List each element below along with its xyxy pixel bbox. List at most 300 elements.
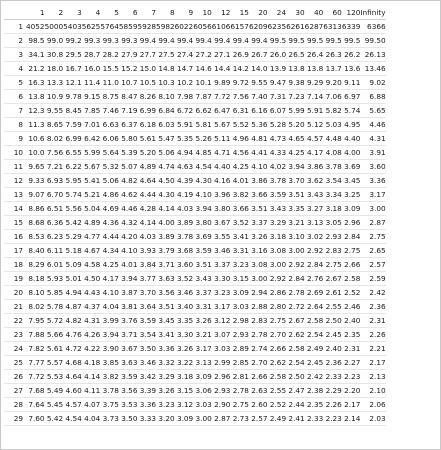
- row-label: 4: [4, 62, 26, 76]
- table-cell: 3.70: [137, 286, 156, 300]
- table-cell: 27.2: [193, 48, 212, 62]
- table-cell: 5.74: [342, 104, 361, 118]
- table-cell: 3.30: [175, 328, 194, 342]
- table-row: [4, 160, 386, 174]
- table-cell: 3.09: [230, 286, 249, 300]
- table-cell: 4.72: [63, 342, 82, 356]
- table-cell: 6.37: [119, 118, 138, 132]
- table-cell: 3.00: [360, 202, 385, 216]
- table-row: [4, 62, 386, 76]
- table-cell: 6106: [212, 20, 231, 34]
- table-cell: 5.74: [63, 188, 82, 202]
- table-cell: 2.20: [342, 384, 361, 398]
- table-cell: 5.82: [323, 104, 342, 118]
- table-cell: 2.17: [360, 356, 385, 370]
- table-cell: 4.33: [268, 146, 287, 160]
- row-label: 26: [4, 370, 26, 384]
- table-cell: 2.78: [230, 384, 249, 398]
- table-cell: 4.16: [212, 174, 231, 188]
- table-row: [4, 20, 386, 34]
- table-cell: 6.99: [137, 104, 156, 118]
- column-header: 10: [193, 6, 212, 20]
- table-cell: 3.10: [286, 230, 305, 244]
- table-cell: 2.52: [342, 286, 361, 300]
- table-cell: 26.9: [230, 48, 249, 62]
- table-row: [4, 118, 386, 132]
- table-cell: 3.00: [268, 258, 287, 272]
- table-cell: 3.51: [286, 188, 305, 202]
- table-cell: 2.92: [268, 272, 287, 286]
- row-label: 2: [4, 34, 26, 48]
- table-cell: 3.78: [100, 384, 119, 398]
- table-cell: 26.3: [323, 48, 342, 62]
- table-cell: 2.96: [342, 216, 361, 230]
- table-cell: 3.18: [175, 370, 194, 384]
- table-cell: 2.47: [286, 384, 305, 398]
- column-header: Infinity: [360, 6, 385, 20]
- table-cell: 5.03: [323, 118, 342, 132]
- table-cell: 5.65: [360, 104, 385, 118]
- table-cell: 99.5: [268, 34, 287, 48]
- table-cell: 2.94: [249, 286, 268, 300]
- table-cell: 3.09: [342, 202, 361, 216]
- table-cell: 4.02: [268, 160, 287, 174]
- table-cell: 2.40: [323, 342, 342, 356]
- table-cell: 2.75: [230, 398, 249, 412]
- table-cell: 3.59: [137, 314, 156, 328]
- table-cell: 3.89: [156, 230, 175, 244]
- table-cell: 7.56: [45, 146, 64, 160]
- table-cell: 3.69: [193, 230, 212, 244]
- column-header: 20: [249, 6, 268, 20]
- table-cell: 4.43: [82, 286, 101, 300]
- table-cell: 5.26: [193, 132, 212, 146]
- table-cell: 5.41: [82, 174, 101, 188]
- table-cell: 3.26: [193, 314, 212, 328]
- table-cell: 9.89: [212, 76, 231, 90]
- table-cell: 14.8: [156, 62, 175, 76]
- table-cell: 3.23: [230, 258, 249, 272]
- table-cell: 6235: [268, 20, 287, 34]
- table-row: [4, 188, 386, 202]
- table-cell: 4.04: [82, 412, 101, 426]
- table-cell: 4.34: [100, 244, 119, 258]
- table-cell: 4.19: [175, 188, 194, 202]
- table-cell: 3.66: [230, 202, 249, 216]
- table-cell: 4.64: [63, 370, 82, 384]
- table-cell: 3.42: [137, 370, 156, 384]
- table-cell: 3.00: [286, 244, 305, 258]
- table-cell: 4.46: [119, 202, 138, 216]
- table-cell: 5.81: [193, 118, 212, 132]
- table-cell: 3.16: [249, 244, 268, 258]
- table-cell: 3.59: [193, 244, 212, 258]
- table-cell: 3.67: [119, 342, 138, 356]
- table-cell: 2.58: [305, 314, 324, 328]
- table-cell: 4.03: [175, 202, 194, 216]
- table-cell: 4.14: [137, 216, 156, 230]
- table-cell: 4.50: [156, 174, 175, 188]
- table-cell: 3.63: [119, 356, 138, 370]
- table-cell: 2.57: [360, 258, 385, 272]
- table-cell: 99.3: [82, 34, 101, 48]
- table-cell: 3.63: [156, 272, 175, 286]
- table-cell: 6.23: [45, 230, 64, 244]
- table-cell: 3.03: [230, 300, 249, 314]
- table-cell: 2.06: [360, 398, 385, 412]
- table-cell: 3.82: [230, 188, 249, 202]
- table-cell: 5.91: [305, 104, 324, 118]
- table-cell: 4.31: [360, 132, 385, 146]
- table-cell: 3.17: [193, 342, 212, 356]
- column-header: 40: [305, 6, 324, 20]
- table-cell: 12.3: [26, 104, 45, 118]
- table-cell: 13.8: [286, 62, 305, 76]
- table-cell: 4.94: [175, 146, 194, 160]
- table-cell: 3.73: [100, 412, 119, 426]
- table-cell: 9.02: [360, 76, 385, 90]
- table-cell: 10.6: [26, 132, 45, 146]
- table-cell: 3.81: [119, 300, 138, 314]
- column-header: 15: [230, 6, 249, 20]
- table-cell: 3.91: [360, 146, 385, 160]
- table-cell: 6261: [286, 20, 305, 34]
- table-cell: 4.44: [100, 230, 119, 244]
- table-cell: 9.11: [342, 76, 361, 90]
- table-cell: 3.52: [230, 216, 249, 230]
- table-cell: 2.67: [323, 272, 342, 286]
- row-label: 12: [4, 174, 26, 188]
- table-cell: 2.92: [305, 244, 324, 258]
- table-cell: 3.94: [119, 272, 138, 286]
- table-cell: 3.71: [119, 328, 138, 342]
- table-cell: 11.3: [26, 118, 45, 132]
- table-cell: 3.45: [342, 174, 361, 188]
- table-cell: 4.04: [100, 300, 119, 314]
- table-cell: 4.54: [63, 412, 82, 426]
- table-row: [4, 48, 386, 62]
- table-cell: 16.0: [82, 62, 101, 76]
- table-cell: 10.5: [137, 76, 156, 90]
- table-cell: 27.4: [175, 48, 194, 62]
- table-cell: 5.67: [82, 160, 101, 174]
- f-distribution-table: [4, 6, 386, 426]
- table-row: [4, 314, 386, 328]
- table-cell: 3.66: [249, 188, 268, 202]
- table-cell: 26.2: [342, 48, 361, 62]
- table-cell: 2.83: [249, 314, 268, 328]
- table-cell: 3.89: [175, 216, 194, 230]
- table-cell: 5625: [82, 20, 101, 34]
- table-cell: 3.80: [212, 202, 231, 216]
- table-cell: 4.25: [100, 258, 119, 272]
- table-cell: 3.56: [119, 384, 138, 398]
- table-cell: 2.90: [212, 398, 231, 412]
- table-cell: 4.17: [305, 146, 324, 160]
- table-cell: 4.00: [342, 146, 361, 160]
- table-cell: 7.06: [323, 90, 342, 104]
- table-cell: 6.07: [268, 104, 287, 118]
- table-cell: 7.72: [212, 90, 231, 104]
- table-cell: 2.31: [360, 314, 385, 328]
- table-cell: 3.55: [212, 230, 231, 244]
- table-cell: 30.8: [45, 48, 64, 62]
- table-cell: 3.31: [230, 244, 249, 258]
- table-cell: 2.87: [212, 412, 231, 426]
- table-cell: 3.39: [137, 384, 156, 398]
- table-cell: 21.2: [26, 62, 45, 76]
- table-cell: 6.01: [45, 258, 64, 272]
- table-cell: 2.60: [249, 398, 268, 412]
- column-header: 8: [156, 6, 175, 20]
- table-cell: 16.3: [26, 76, 45, 90]
- table-cell: 3.94: [100, 328, 119, 342]
- table-cell: 5.52: [230, 118, 249, 132]
- table-cell: 2.13: [360, 370, 385, 384]
- table-cell: 2.33: [323, 370, 342, 384]
- table-row: [4, 230, 386, 244]
- table-cell: 3.62: [305, 174, 324, 188]
- table-cell: 7.21: [45, 160, 64, 174]
- table-cell: 3.09: [193, 370, 212, 384]
- table-cell: 2.84: [286, 272, 305, 286]
- table-cell: 3.12: [175, 398, 194, 412]
- table-cell: 99.5: [323, 34, 342, 48]
- table-cell: 8.47: [119, 90, 138, 104]
- table-cell: 4.10: [100, 286, 119, 300]
- table-cell: 7.82: [26, 342, 45, 356]
- table-cell: 4.17: [100, 272, 119, 286]
- row-label: 15: [4, 216, 26, 230]
- table-cell: 4.41: [249, 146, 268, 160]
- table-cell: 99.4: [175, 34, 194, 48]
- row-label: 7: [4, 104, 26, 118]
- table-cell: 3.64: [137, 300, 156, 314]
- table-cell: 4.20: [119, 230, 138, 244]
- table-cell: 7.85: [82, 104, 101, 118]
- column-header: 60: [323, 6, 342, 20]
- table-cell: 3.87: [119, 286, 138, 300]
- table-cell: 3.17: [212, 300, 231, 314]
- table-cell: 3.46: [175, 286, 194, 300]
- table-cell: 5.20: [137, 146, 156, 160]
- table-cell: 3.27: [305, 202, 324, 216]
- table-cell: 6313: [323, 20, 342, 34]
- table-cell: 3.96: [212, 188, 231, 202]
- table-cell: 7.40: [249, 90, 268, 104]
- table-cell: 4.85: [193, 146, 212, 160]
- table-cell: 3.76: [119, 314, 138, 328]
- table-cell: 2.70: [268, 328, 287, 342]
- table-cell: 13.8: [26, 90, 45, 104]
- table-cell: 2.31: [342, 342, 361, 356]
- table-cell: 6.03: [156, 118, 175, 132]
- table-cell: 2.92: [286, 258, 305, 272]
- table-cell: 3.94: [193, 202, 212, 216]
- table-cell: 2.89: [230, 342, 249, 356]
- table-cell: 2.36: [360, 300, 385, 314]
- table-cell: 3.21: [193, 328, 212, 342]
- table-cell: 2.26: [323, 398, 342, 412]
- table-cell: 2.54: [286, 356, 305, 370]
- table-cell: 7.72: [26, 370, 45, 384]
- table-cell: 2.49: [268, 412, 287, 426]
- table-cell: 10.2: [175, 76, 194, 90]
- table-cell: 7.31: [268, 90, 287, 104]
- table-cell: 2.62: [268, 356, 287, 370]
- table-cell: 16.7: [63, 62, 82, 76]
- table-cell: 99.5: [342, 34, 361, 48]
- table-cell: 7.95: [26, 314, 45, 328]
- table-cell: 10.0: [26, 146, 45, 160]
- table-cell: 3.70: [286, 174, 305, 188]
- table-cell: 2.75: [268, 314, 287, 328]
- table-cell: 99.4: [156, 34, 175, 48]
- table-cell: 4.28: [137, 202, 156, 216]
- table-cell: 2.14: [342, 412, 361, 426]
- table-cell: 3.26: [249, 230, 268, 244]
- table-cell: 4.57: [305, 132, 324, 146]
- table-row: [4, 104, 386, 118]
- column-header: 5: [100, 6, 119, 20]
- table-cell: 3.86: [249, 174, 268, 188]
- table-cell: 3.09: [175, 412, 194, 426]
- table-cell: 7.68: [26, 384, 45, 398]
- table-cell: 8.26: [137, 90, 156, 104]
- table-cell: 3.18: [323, 202, 342, 216]
- table-cell: 6339: [342, 20, 361, 34]
- table-cell: 14.2: [230, 62, 249, 76]
- table-cell: 5.93: [45, 272, 64, 286]
- row-label: 25: [4, 356, 26, 370]
- table-cell: 6.18: [137, 118, 156, 132]
- table-cell: 13.8: [305, 62, 324, 76]
- table-row: [4, 34, 386, 48]
- table-cell: 8.40: [26, 244, 45, 258]
- table-cell: 3.35: [286, 202, 305, 216]
- table-cell: 10.9: [45, 90, 64, 104]
- table-cell: 4.25: [286, 146, 305, 160]
- table-cell: 6.22: [63, 160, 82, 174]
- table-cell: 2.45: [305, 356, 324, 370]
- table-cell: 6287: [305, 20, 324, 34]
- table-cell: 2.29: [323, 384, 342, 398]
- table-cell: 3.22: [175, 356, 194, 370]
- table-cell: 3.32: [156, 356, 175, 370]
- table-cell: 4.22: [82, 342, 101, 356]
- table-cell: 4.11: [82, 384, 101, 398]
- table-row: [4, 76, 386, 90]
- column-header: 9: [175, 6, 194, 20]
- table-cell: 3.35: [175, 314, 194, 328]
- table-cell: 4.89: [137, 160, 156, 174]
- table-cell: 5.57: [45, 356, 64, 370]
- table-cell: 5.18: [63, 244, 82, 258]
- table-cell: 8.10: [156, 90, 175, 104]
- table-cell: 12.1: [63, 76, 82, 90]
- table-row: [4, 90, 386, 104]
- table-cell: 2.42: [305, 370, 324, 384]
- table-cell: 4.03: [137, 230, 156, 244]
- row-label: 22: [4, 314, 26, 328]
- table-cell: 4.32: [119, 216, 138, 230]
- column-header: 24: [268, 6, 287, 20]
- table-cell: 9.15: [82, 90, 101, 104]
- table-cell: 3.80: [193, 216, 212, 230]
- table-cell: 29.5: [63, 48, 82, 62]
- row-label: 5: [4, 76, 26, 90]
- table-cell: 4.71: [212, 146, 231, 160]
- table-cell: 99.3: [100, 34, 119, 48]
- table-cell: 3.85: [100, 356, 119, 370]
- table-cell: 99.0: [45, 34, 64, 48]
- table-cell: 2.23: [342, 370, 361, 384]
- table-cell: 6.84: [156, 104, 175, 118]
- table-row: [4, 132, 386, 146]
- table-cell: 3.46: [212, 244, 231, 258]
- table-cell: 2.75: [342, 244, 361, 258]
- table-cell: 4.89: [82, 216, 101, 230]
- table-cell: 26.13: [360, 48, 385, 62]
- table-cell: 99.4: [249, 34, 268, 48]
- table-cell: 5.29: [63, 230, 82, 244]
- row-label: 16: [4, 230, 26, 244]
- table-cell: 3.59: [119, 370, 138, 384]
- table-cell: 4.44: [137, 188, 156, 202]
- table-cell: 4.08: [323, 146, 342, 160]
- table-cell: 2.84: [305, 258, 324, 272]
- table-cell: 3.68: [175, 244, 194, 258]
- table-cell: 3.43: [268, 202, 287, 216]
- table-cell: 5.72: [45, 314, 64, 328]
- column-header: 4: [82, 6, 101, 20]
- table-cell: 3.84: [137, 258, 156, 272]
- table-cell: 2.54: [305, 328, 324, 342]
- table-cell: 3.78: [175, 230, 194, 244]
- table-cell: 3.51: [193, 258, 212, 272]
- table-cell: 14.6: [193, 62, 212, 76]
- table-cell: 3.78: [268, 174, 287, 188]
- table-cell: 3.07: [212, 328, 231, 342]
- table-cell: 5.66: [45, 328, 64, 342]
- table-cell: 99.4: [230, 34, 249, 48]
- table-cell: 2.64: [305, 300, 324, 314]
- table-cell: 5.56: [63, 202, 82, 216]
- table-row: [4, 384, 386, 398]
- table-cell: 8.29: [26, 258, 45, 272]
- table-cell: 2.61: [323, 286, 342, 300]
- table-cell: 3.00: [249, 272, 268, 286]
- table-cell: 6.36: [45, 216, 64, 230]
- table-cell: 4.39: [175, 174, 194, 188]
- table-cell: 9.07: [26, 188, 45, 202]
- table-row: [4, 370, 386, 384]
- table-cell: 6.97: [342, 90, 361, 104]
- table-cell: 6.06: [100, 132, 119, 146]
- table-cell: 3.08: [249, 258, 268, 272]
- table-cell: 9.38: [286, 76, 305, 90]
- table-cell: 6.63: [100, 118, 119, 132]
- table-cell: 6.55: [63, 146, 82, 160]
- table-cell: 10.1: [193, 76, 212, 90]
- row-label: 3: [4, 48, 26, 62]
- table-cell: 5.78: [45, 300, 64, 314]
- table-cell: 13.7: [323, 62, 342, 76]
- table-cell: 6022: [175, 20, 194, 34]
- table-row: [4, 202, 386, 216]
- table-cell: 4.14: [156, 202, 175, 216]
- table-cell: 26.0: [268, 48, 287, 62]
